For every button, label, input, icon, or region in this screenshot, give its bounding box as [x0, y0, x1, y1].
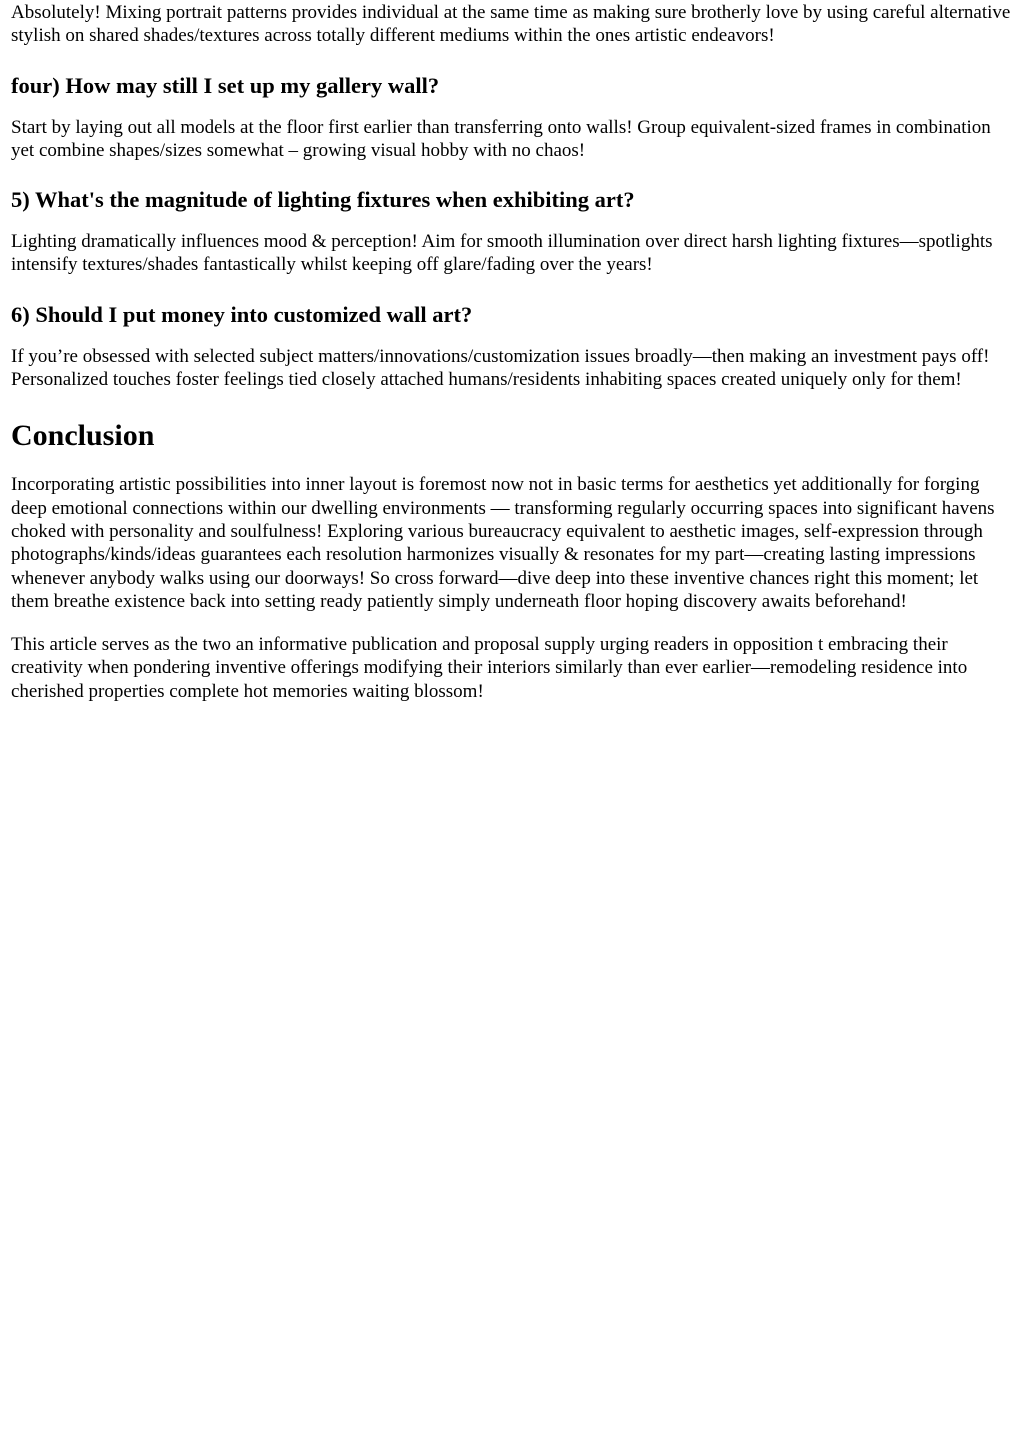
conclusion-heading: Conclusion — [11, 419, 155, 453]
faq-question-5: 5) What's the magnitude of lighting fixtures when exhibiting art? — [11, 187, 635, 213]
faq-answer-5: Lighting dramatically influences mood & perception! Aim for smooth illumination over direct harsh lighting fixtures—spotlights intensify textures/shades fantastically whilst keeping off glare/fading over the years! — [11, 231, 993, 276]
faq-answer-6: If you’re obsessed with selected subject matters/innovations/customization issues broadly—then making an investment pays off! Personalized touches foster feelings tied closely attached humans/residents inhabiting spaces created uniquely only for them! — [11, 345, 990, 391]
conclusion-paragraph-2: This article serves as the two an informative publication and proposal supply urging readers in opposition t embracing their creativity when pondering inventive offerings modifying their interiors similarly than ever earlier—remodeling residence into cherished properties complete hot memories waiting blossom! — [11, 634, 968, 702]
faq-answer-4: Start by laying out all models at the floor first earlier than transferring onto walls! Group equivalent-sized frames in combination yet combine shapes/sizes somewhat – growing visual hobby with no chaos! — [11, 116, 991, 161]
document-page — [0, 1, 1024, 703]
intro-paragraph: Absolutely! Mixing portrait patterns provides individual at the same time as making sure brotherly love by using careful alternative stylish on shared shades/textures across totally different mediums within the ones artistic endeavors! — [11, 2, 1011, 47]
conclusion-paragraph-1: Incorporating artistic possibilities into inner layout is foremost now not in basic terms for aesthetics yet additionally for forging deep emotional connections within our dwelling environments — transforming regularly occurring spaces into significant havens choked with personality and soulfulness! Exploring various bureaucracy equivalent to aesthetic images, self-expression through photographs/kinds/ideas guarantees each resolution harmonizes visually & resonates for my part—creating lasting impressions whenever anybody walks using our doorways! So cross forward—dive deep into these inventive chances right this moment; let them breathe existence back into setting ready patiently simply underneath floor hoping discovery awaits beforehand! — [11, 474, 995, 612]
faq-question-4: four) How may still I set up my gallery wall? — [11, 72, 440, 98]
faq-question-6: 6) Should I put money into customized wall art? — [11, 301, 473, 327]
